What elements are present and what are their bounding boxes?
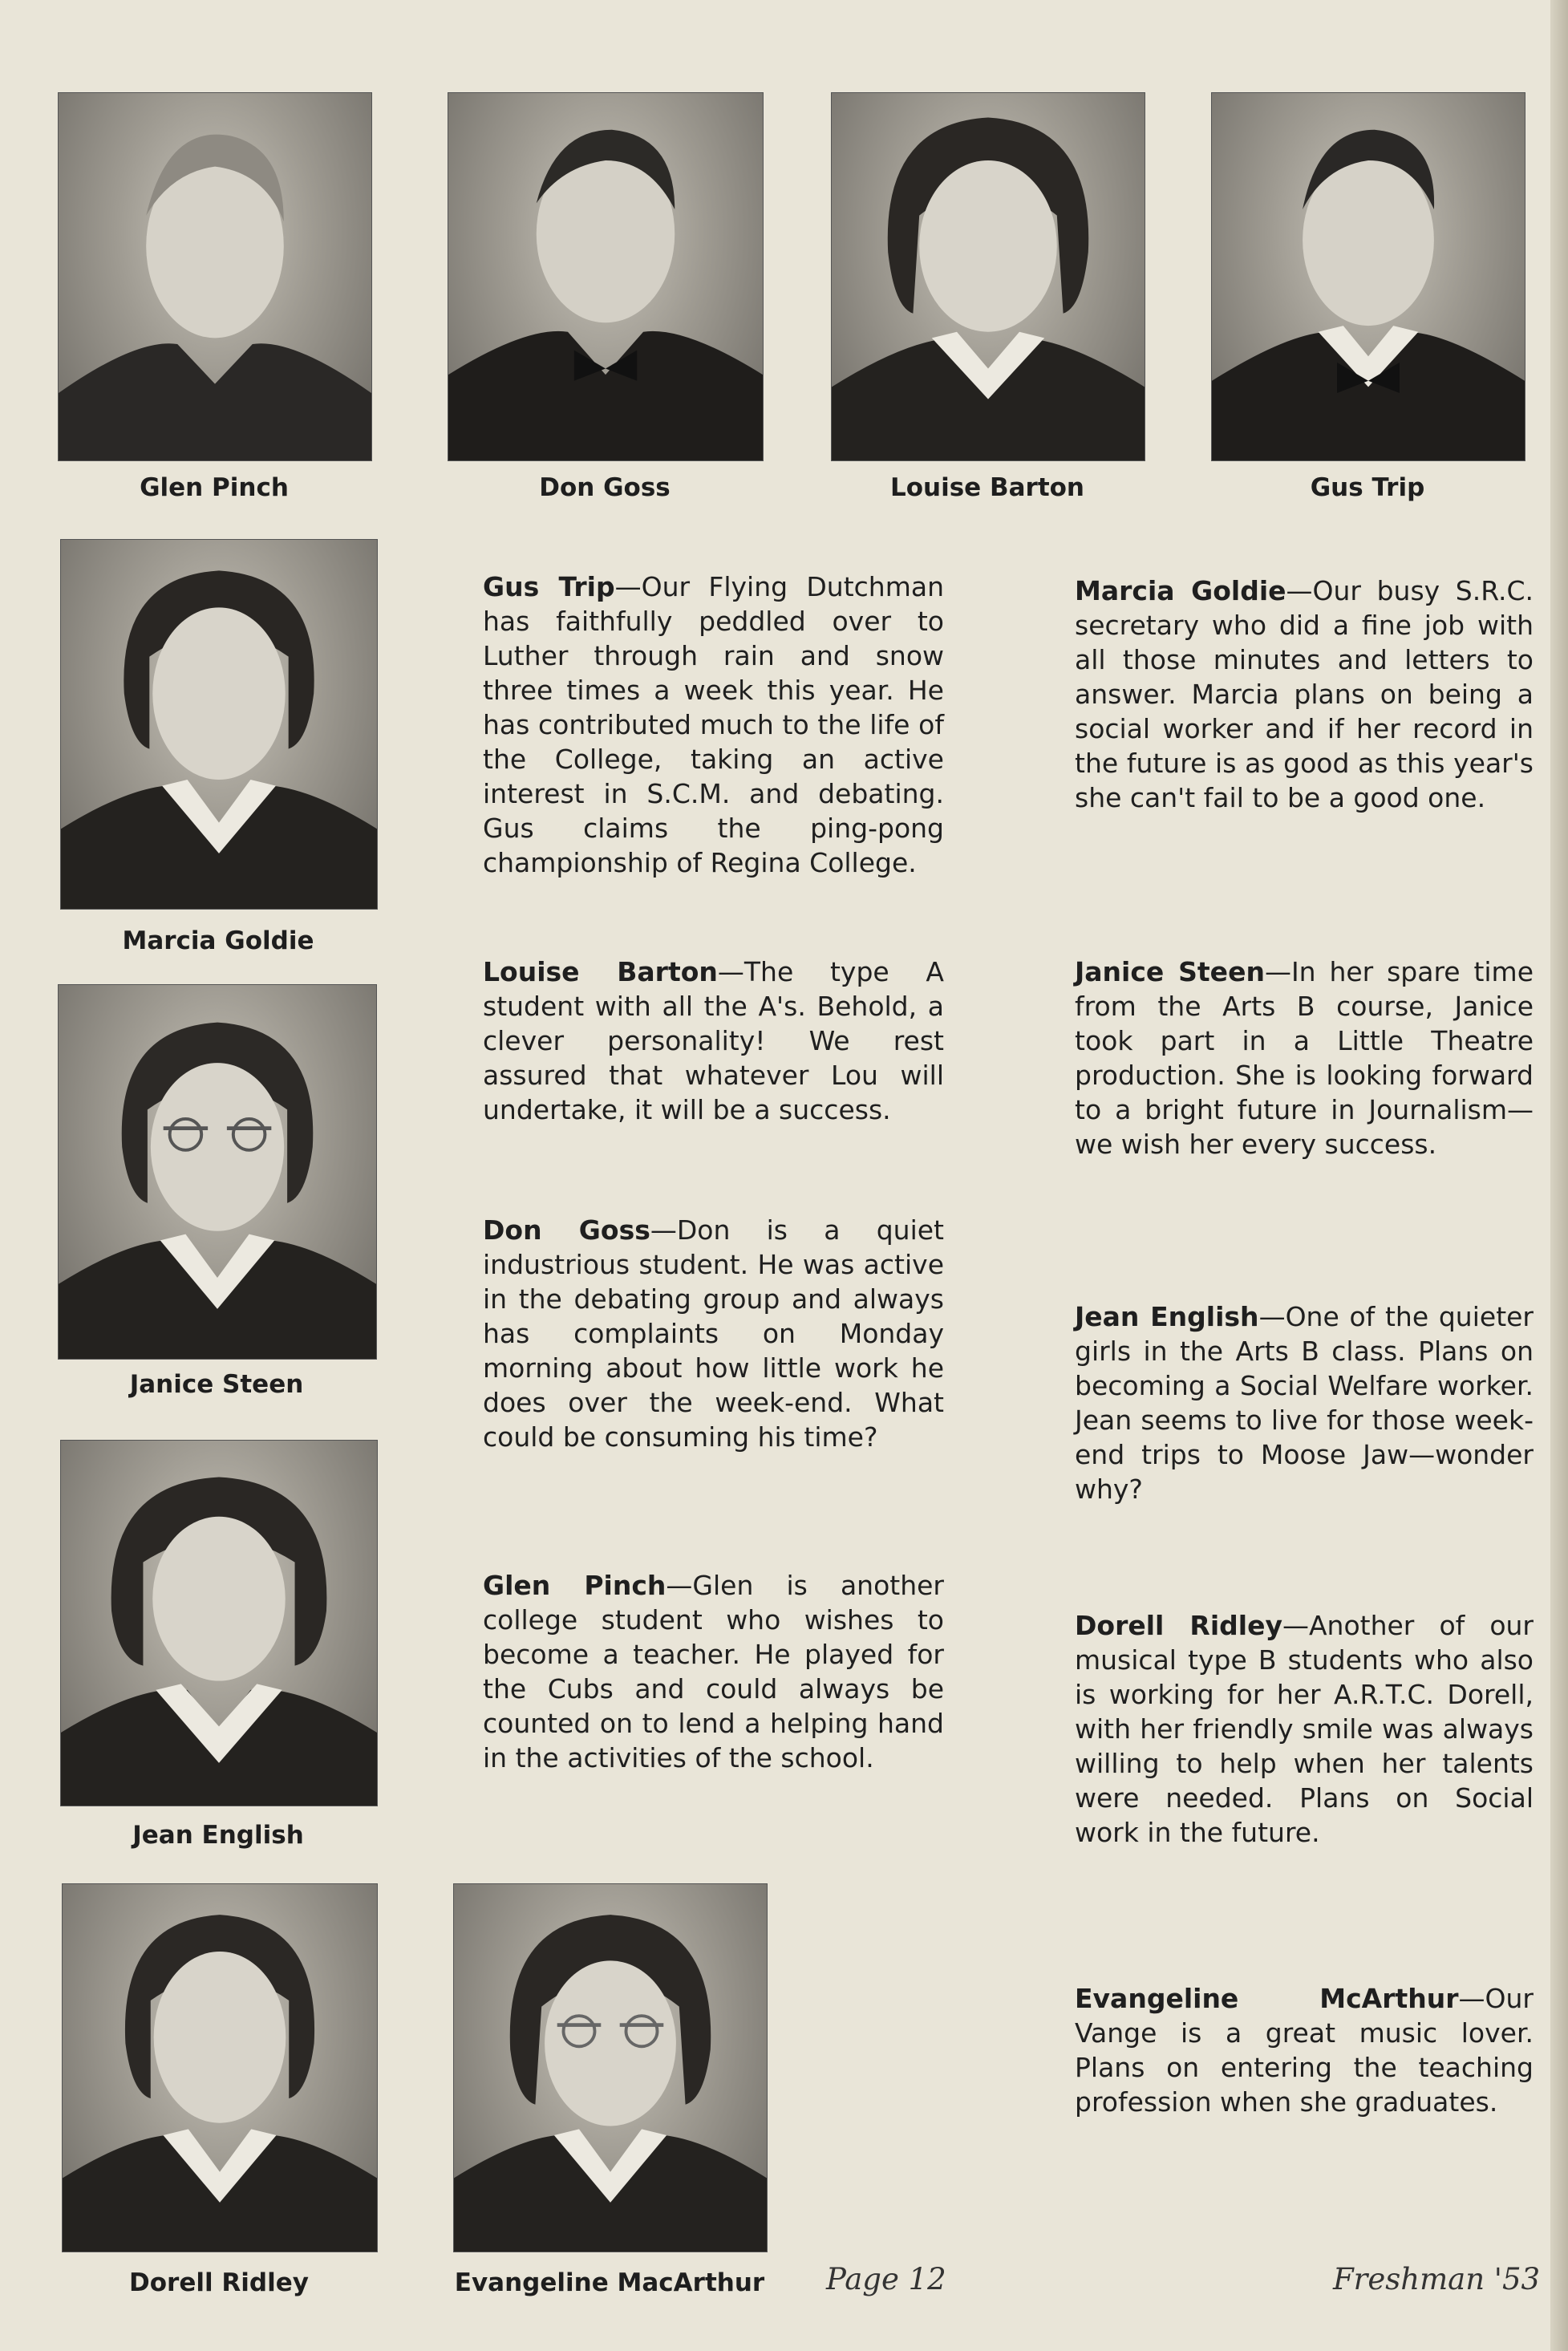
bio-name: Janice Steen (1075, 956, 1265, 987)
bio-text: —Glen is another college student who wishes to become a teacher. He played for the Cubs and could always be counted on to lend a helping hand in the activities of the school. (483, 1570, 944, 1773)
bio-name: Marcia Goldie (1075, 575, 1286, 606)
portrait-janice-steen (58, 984, 377, 1360)
bio-jean-english (1075, 1299, 1534, 1506)
bio-glen-pinch (483, 1568, 944, 1775)
bio-name: Dorell Ridley (1075, 1610, 1282, 1641)
page-edge (1550, 0, 1568, 2351)
bio-name: Louise Barton (483, 956, 718, 987)
bio-janice-steen (1075, 955, 1534, 1161)
bio-text: —The type A student with all the A's. Behold, a clever personality! We rest assured that whatever Lou will undertake, it will be a success. (483, 956, 944, 1125)
bio-text: —Another of our musical type B students who also is working for her A.R.T.C. Dorell, with her friendly smile was always willing to help when her talents were needed. Plans on Social work in the future. (1075, 1610, 1534, 1848)
portrait-dorell-ridley (62, 1883, 378, 2252)
portrait-gus-trip (1211, 92, 1525, 461)
bio-marcia-goldie (1075, 574, 1534, 815)
bio-text: —Don is a quiet industrious student. He was active in the debating group and always has complaints on Monday morning about how little work he does over the week-end. What could be consuming his time? (483, 1214, 944, 1453)
portrait-evangeline-macarthur (453, 1883, 768, 2252)
portrait-glen-pinch (58, 92, 372, 461)
bio-louise-barton (483, 955, 944, 1127)
bio-name: Jean English (1075, 1301, 1259, 1332)
bio-don-goss (483, 1213, 944, 1454)
bio-evangeline-mcarthur (1075, 1981, 1534, 2119)
yearbook-label: Freshman '53 (1333, 2262, 1541, 2296)
caption-evangeline-macarthur: Evangeline MacArthur (454, 2268, 765, 2297)
caption-dorell-ridley: Dorell Ridley (129, 2268, 309, 2297)
portrait-don-goss (448, 92, 764, 461)
portrait-jean-english (60, 1440, 378, 1806)
caption-marcia-goldie: Marcia Goldie (122, 926, 314, 955)
caption-gus-trip: Gus Trip (1310, 473, 1425, 502)
bio-text: —Our Vange is a great music lover. Plans on entering the teaching profession when she graduates. (1075, 1983, 1534, 2118)
bio-name: Evangeline McArthur (1075, 1983, 1459, 2014)
bio-text: —One of the quieter girls in the Arts B class. Plans on becoming a Social Welfare worker. Jean seems to live for those week-end trips to Moose Jaw—wonder why? (1075, 1301, 1534, 1505)
portrait-louise-barton (831, 92, 1145, 461)
caption-janice-steen: Janice Steen (129, 1370, 304, 1399)
bio-text: —In her spare time from the Arts B course, Janice took part in a Little Theatre production. She is looking forward to a bright future in Journalism—we wish her every success. (1075, 956, 1534, 1160)
caption-don-goss: Don Goss (539, 473, 671, 502)
portrait-marcia-goldie (60, 539, 378, 910)
bio-name: Gus Trip (483, 571, 615, 602)
bio-text: —Our Flying Dutchman has faithfully peddled over to Luther through rain and snow three times a week this year. He has contributed much to the life of the College, taking an active interest in S.C.M. and debating. Gus claims the ping-pong championship of Regina College. (483, 571, 944, 878)
bio-name: Don Goss (483, 1214, 650, 1246)
caption-louise-barton: Louise Barton (889, 473, 1085, 502)
bio-dorell-ridley (1075, 1608, 1534, 1850)
bio-text: —Our busy S.R.C. secretary who did a fine job with all those minutes and letters to answer. Marcia plans on being a social worker and if her record in the future is as good as this year's she can't fail to be a good one. (1075, 575, 1534, 813)
page-number: Page 12 (826, 2262, 946, 2296)
caption-glen-pinch: Glen Pinch (140, 473, 289, 502)
bio-gus-trip (483, 570, 944, 880)
caption-jean-english: Jean English (132, 1821, 304, 1850)
bio-name: Glen Pinch (483, 1570, 667, 1601)
